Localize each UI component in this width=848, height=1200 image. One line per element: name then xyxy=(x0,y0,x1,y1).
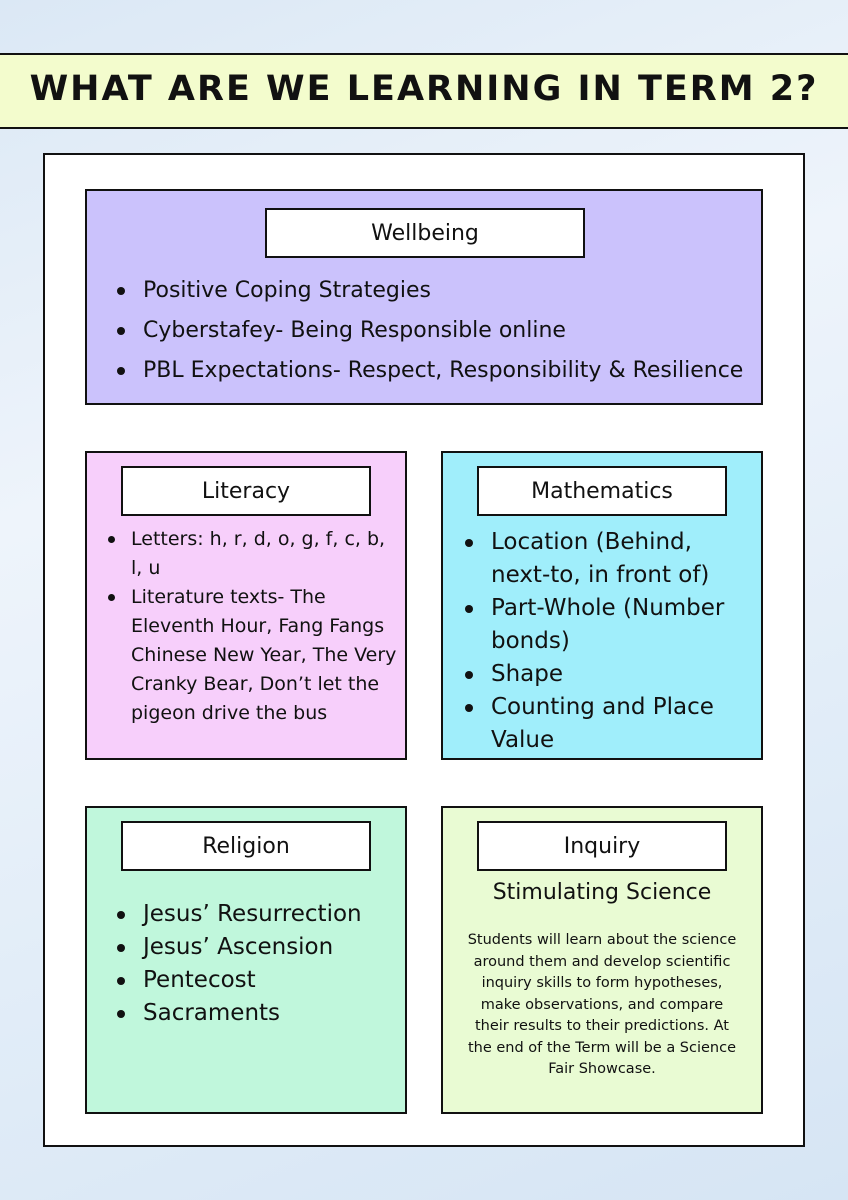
list-item: Letters: h, r, d, o, g, f, c, b, l, u xyxy=(131,525,399,583)
religion-card xyxy=(85,806,407,1114)
list-item: Literature texts- The Eleventh Hour, Fang Fangs Chinese New Year, The Very Cranky Bear, Don’t let the pigeon drive the bus xyxy=(131,583,399,728)
mathematics-list xyxy=(491,526,753,757)
wellbeing-title: Wellbeing xyxy=(265,208,585,258)
list-item: Shape xyxy=(491,658,753,691)
wellbeing-list xyxy=(143,271,743,391)
page-title: WHAT ARE WE LEARNING IN TERM 2? xyxy=(29,69,819,109)
list-item: Location (Behind, next-to, in front of) xyxy=(491,526,753,592)
list-item: Part-Whole (Number bonds) xyxy=(491,592,753,658)
list-item: Cyberstafey- Being Responsible online xyxy=(143,311,743,351)
inquiry-description: Students will learn about the science around them and develop scientific inquiry skills to form hypotheses, make observations, and compare their results to their predictions. At the end of the Term will be a Science Fair Showcase. xyxy=(467,932,737,1077)
wellbeing-card xyxy=(85,189,763,405)
list-item: Sacraments xyxy=(143,997,362,1030)
list-item: PBL Expectations- Respect, Responsibility & Resilience xyxy=(143,351,743,391)
mathematics-title: Mathematics xyxy=(477,466,727,516)
inquiry-title: Inquiry xyxy=(477,821,727,871)
list-item: Jesus’ Ascension xyxy=(143,931,362,964)
literacy-card xyxy=(85,451,407,760)
mathematics-card xyxy=(441,451,763,760)
list-item: Counting and Place Value xyxy=(491,691,753,757)
list-item: Pentecost xyxy=(143,964,362,997)
religion-list xyxy=(143,898,362,1030)
literacy-list xyxy=(131,525,399,728)
title-banner xyxy=(0,53,848,129)
inquiry-card xyxy=(441,806,763,1114)
list-item: Positive Coping Strategies xyxy=(143,271,743,311)
list-item: Jesus’ Resurrection xyxy=(143,898,362,931)
inquiry-subtitle: Stimulating Science xyxy=(492,880,712,905)
religion-title: Religion xyxy=(121,821,371,871)
literacy-title: Literacy xyxy=(121,466,371,516)
